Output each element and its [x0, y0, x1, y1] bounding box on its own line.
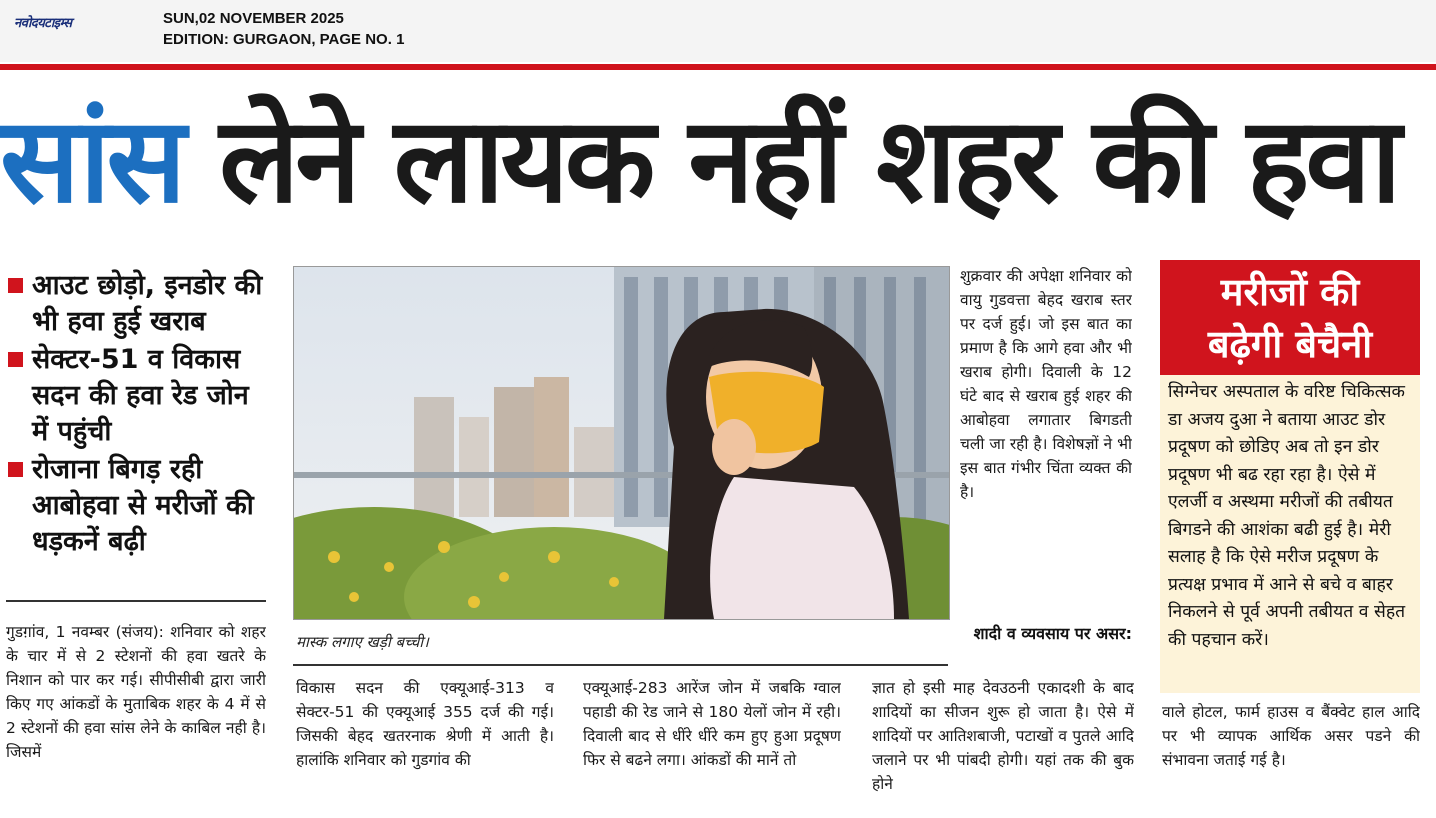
header-divider — [0, 64, 1436, 70]
article-column-5: वाले होटल, फार्म हाउस व बैंक्वेट हाल आदि पर भी व्यापक आर्थिक असर पडने की संभावना जताई गई है। — [1162, 703, 1420, 769]
article-photo[interactable] — [293, 266, 950, 620]
photo-caption: मास्क लगाए खड़ी बच्ची। — [296, 633, 429, 651]
left-divider — [6, 600, 266, 602]
headline-rest: लेने लायक नहीं शहर की हवा — [182, 91, 1398, 229]
logo-main: नवोदय — [14, 16, 45, 31]
subheading: शादी व व्यवसाय पर असर: — [973, 624, 1132, 643]
logo-sub: टाइम्स — [44, 16, 72, 31]
article-column-4: शुक्रवार की अपेक्षा शनिवार को वायु गुडवत्ता बेहद खराब स्तर पर दर्ज हुई। जो इस बात का प्रमाण है कि आगे हवा और भी खराब होगी। दिवाली के 12 घंटे बाद से खराब हुई शहर की आबोहवा लगातार बिगडती चली जा रही है। विशेषज्ञों ने भी इस बात गंभीर चिंता व्यक्त की है। — [960, 267, 1132, 501]
page-headline — [0, 80, 1436, 240]
article-column-1: गुडग़ांव, 1 नवम्बर (संजय): शनिवार को शहर के चार में से 2 स्टेशनों की हवा खतरे के निशान को पार कर गई। सीपीसीबी द्वारा जारी किए गए आंकडों के मुताबिक शहर के 4 में से 2 स्टेशनों की हवा सांस लेने के काबिल नही है। जिसमें — [6, 623, 266, 761]
headline-highlight: सांस — [0, 91, 183, 229]
bullet-item: आउट छोड़ो, इनडोर की भी हवा हुई खराब — [6, 268, 268, 340]
sidebar-title-box — [1160, 260, 1420, 375]
bullet-item: रोजाना बिगड़ रही आबोहवा से मरीजों की धड़कनें बढ़ी — [6, 452, 268, 560]
sidebar-title-line2: बढ़ेगी बेचैनी — [1207, 322, 1373, 366]
article-column-4b: ज्ञात हो इसी माह देवउठनी एकादशी के बाद शादियों का सीजन शुरू हो जाता है। ऐसे में शादियों पर आतिशबाजी, पटाखों व पुतले आदि जलाने पर भी पांबदी होगी। यहां तक की बुक होने — [872, 679, 1134, 793]
edition-page: EDITION: GURGAON, PAGE NO. 1 — [163, 31, 405, 48]
edition-info — [163, 8, 404, 50]
sidebar-title-line1: मरीजों की — [1220, 270, 1360, 314]
article-column-3: एक्यूआई-283 आरेंज जोन में जबकि ग्वाल पहाडी की रेड जाने से 180 येलों जोन में रही। दिवाली बाद से धींरे धींरे कम हुए हुआ प्रदूषण फिर से बढने लगा। आंकडों की मानें तो — [583, 679, 841, 769]
edition-date: SUN,02 NOVEMBER 2025 — [163, 10, 344, 27]
newspaper-logo[interactable] — [14, 10, 72, 32]
bullet-item: सेक्टर-51 व विकास सदन की हवा रेड जोन में पहुंची — [6, 342, 268, 450]
doctor-quote: सिग्नेचर अस्पताल के वरिष्ट चिकित्सक डा अजय दुआ ने बताया आउट डोर प्रदूषण को छोडिए अब तो इन डोर प्रदूषण भी बढ रहा रहा है। ऐसे में एलर्जी व अस्थमा मरीजों की तबीयत बिगडने की आशंका बढी हुई है। मेरी सलाह है कि ऐसे मरीज प्रदूषण के प्रत्यक्ष प्रभाव में आने से बचे व बाहर निकलने से पूर्व अपनी तबीयत व सेहत की पहचान करें। — [1160, 375, 1420, 693]
article-column-2: विकास सदन की एक्यूआई-313 व सेक्टर-51 की एक्यूआई 355 दर्ज की गई। जिसकी बेहद खतरनाक श्रेणी में आती है। हालांकि शनिवार को गुडगांव की — [296, 679, 554, 769]
highlight-bullets — [6, 268, 268, 562]
mid-divider — [293, 664, 948, 666]
girl-with-mask-image — [294, 267, 949, 619]
